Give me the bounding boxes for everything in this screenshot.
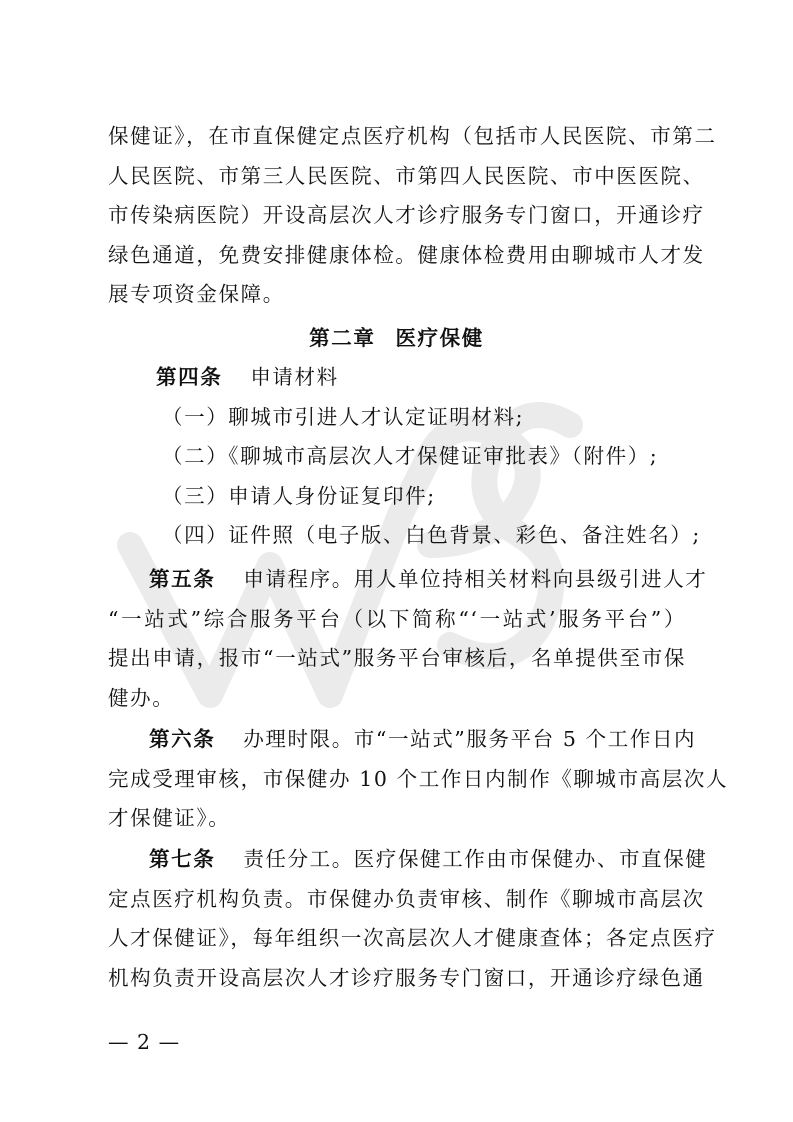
article-label: 第四条 bbox=[156, 365, 223, 389]
chapter-number: 第二章 bbox=[309, 326, 376, 350]
paragraph-line: 完成受理审核，市保健办 10 个工作日内制作《聊城市高层次人 bbox=[108, 766, 729, 791]
paragraph-line: 人民医院、市第三人民医院、市第四人民医院、市中医医院、 bbox=[108, 163, 705, 188]
article-4-heading bbox=[108, 358, 686, 398]
paragraph-line: 健办。 bbox=[108, 685, 175, 710]
page-number: — 2 — bbox=[108, 1030, 181, 1054]
paragraph-line: 人才保健证》，每年组织一次高层次人才健康查体；各定点医疗 bbox=[108, 926, 717, 950]
continued-paragraph bbox=[108, 117, 717, 315]
paragraph-line: 定点医疗机构负责。市保健办负责审核、制作《聊城市高层次 bbox=[108, 886, 705, 911]
paragraph-line: 绿色通道，免费安排健康体检。健康体检费用由聊城市人才发 bbox=[108, 242, 705, 267]
article-text: 责任分工。医疗保健工作由市保健办、市直保健 bbox=[243, 847, 708, 871]
paragraph-line: 市传染病医院）开设高层次人才诊疗服务专门窗口，开通诊疗 bbox=[108, 203, 705, 227]
article-5-first-line bbox=[108, 560, 708, 600]
article-5 bbox=[108, 560, 708, 718]
list-item: （二）《聊城市高层次人才保健证审批表》（附件）; bbox=[162, 444, 659, 468]
article-6 bbox=[108, 720, 729, 839]
paragraph-line: “一站式”综合服务平台（以下简称“‘一站式’服务平台”） bbox=[108, 606, 686, 631]
paragraph-line: 才保健证》。 bbox=[108, 806, 231, 830]
list-item: （一）聊城市引进人才认定证明材料; bbox=[162, 404, 525, 429]
list-item: （四）证件照（电子版、白色背景、彩色、备注姓名）; bbox=[162, 523, 701, 547]
article-label: 第五条 bbox=[149, 567, 216, 591]
article-text: 办理时限。市“一站式”服务平台 5 个工作日内 bbox=[243, 727, 697, 751]
list-item: （三）申请人身份证复印件; bbox=[162, 483, 436, 508]
article-label: 第六条 bbox=[149, 727, 216, 751]
paragraph-line: 机构负责开设高层次人才诊疗服务专门窗口，开通诊疗绿色通 bbox=[108, 965, 705, 990]
chapter-title: 医疗保健 bbox=[395, 326, 484, 350]
paragraph-line: 展专项资金保障。 bbox=[108, 282, 285, 306]
paragraph-line: 保健证》，在市直保健定点医疗机构（包括市人民医院、市第二 bbox=[108, 124, 717, 148]
article-4 bbox=[108, 358, 701, 556]
article-7-first-line bbox=[108, 840, 708, 880]
article-7 bbox=[108, 840, 717, 998]
paragraph-line: 提出申请，报市“一站式”服务平台审核后，名单提供至市保 bbox=[108, 646, 686, 670]
article-title: 申请材料 bbox=[250, 365, 339, 389]
article-text: 申请程序。用人单位持相关材料向县级引进人才 bbox=[243, 567, 708, 591]
chapter-heading bbox=[0, 319, 793, 359]
article-label: 第七条 bbox=[149, 847, 216, 871]
article-6-first-line bbox=[108, 720, 697, 760]
